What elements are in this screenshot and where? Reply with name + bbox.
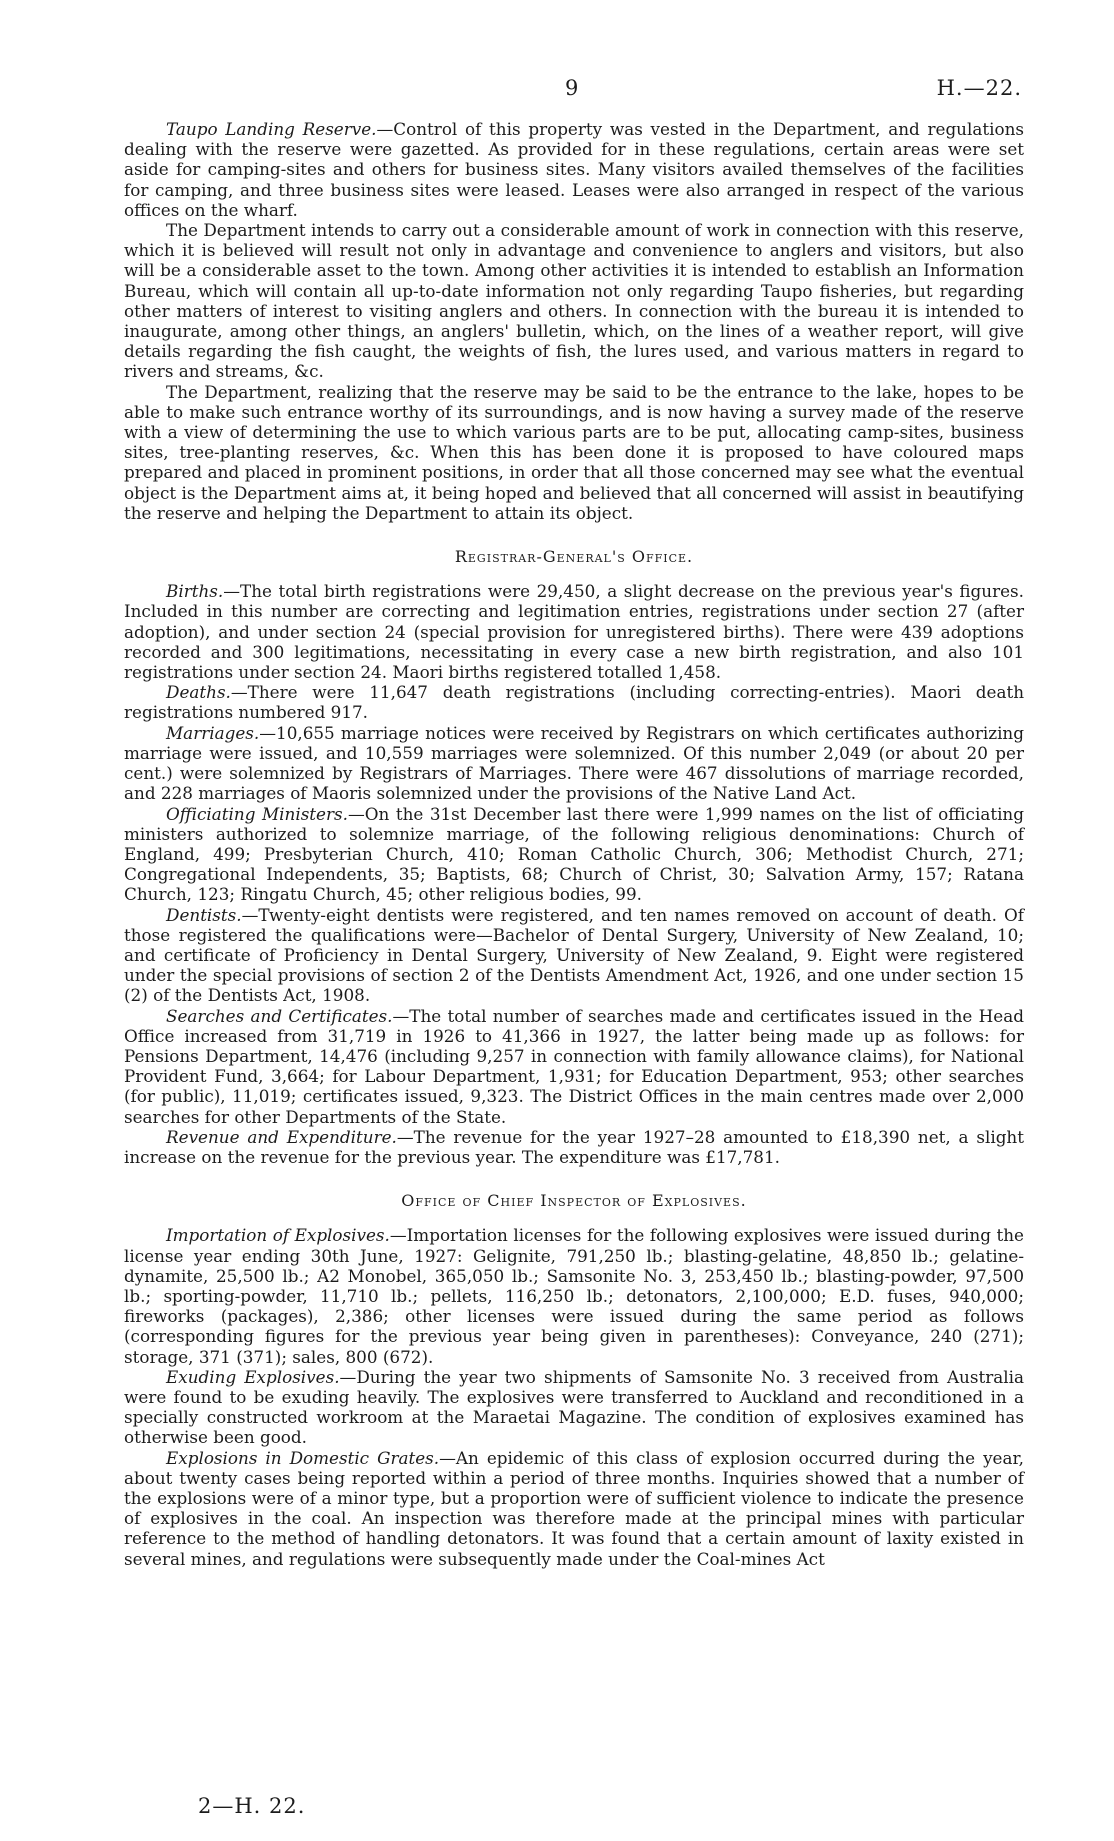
paragraph-lead: Taupo Landing Reserve. (166, 119, 377, 139)
paragraph-text: —Twenty-eight dentists were registered, and ten names removed on account of death. Of those registered the qualifications were—Bachelor of Dental Surgery, University of New Zealand, 10; and certificate of Proficiency in Dental Surgery, University of New Zealand, 9. Eight were registered under the special provisions of section 2 of the Dentists Amendment Act, 1926, and one under section 15 (2) of the Dentists Act, 1908. (124, 904, 1024, 1006)
paragraph-lead: Deaths. (166, 682, 231, 703)
paragraph-text: —On the 31st December last there were 1,999 names on the list of officiating ministers authorized to solemnize marriage, of the following religious denominations: Church of England, 499; Presbyterian Church, 410; Roman Catholic Church, 306; Methodist Church, 271; Congregational Independents, 35; Baptists, 68; Church of Christ, 30; Salvation Army, 157; Ratana Church, 123; Ringatu Church, 45; other religious bodies, 99. (124, 803, 1024, 905)
paragraph-text: —Control of this property was vested in the Department, and regulations dealing with the reserve were gazetted. As provided for in these regulations, certain areas were set aside for camping-sites and others for business sites. Many visitors availed themselves of the facilities for camping, and three business sites were leased. Leases were also arranged in respect of the various offices on the wharf. (124, 119, 1024, 220)
paragraph-text: —10,655 marriage notices were received by Registrars on which certificates authorizing marriage were issued, and 10,559 marriages were solemnized. Of this number 2,049 (or about 20 per cent.) were solemnized by Registrars of Marriages. There were 467 dissolutions of marriage recorded, and 228 marriages of Maoris solemnized under the provisions of the Native Land Act. (124, 722, 1024, 804)
paragraph (124, 220, 1024, 382)
paragraph (124, 1448, 1024, 1569)
paragraph-lead: Searches and Certificates. (166, 1005, 393, 1026)
paragraph-text: —The revenue for the year 1927–28 amounted to £18,390 net, a slight increase on the revenue for the previous year. The expenditure was £17,781. (124, 1126, 1024, 1167)
page-body (124, 119, 1024, 1569)
paragraph-text: —During the year two shipments of Samsonite No. 3 received from Australia were found to be exuding heavily. The explosives were transferred to Auckland and reconditioned in a specially constructed workroom at the Maraetai Magazine. The condition of explosives examined has otherwise been good. (124, 1366, 1024, 1448)
paragraph (124, 1006, 1024, 1127)
paragraph-text: —The total birth registrations were 29,450, a slight decrease on the previous year's figures. Included in this number are correcting and legitimation entries, registrations under section 27 (after adoption), and under section 24 (special provision for unregistered births). There were 439 adoptions recorded and 300 legitimations, necessitating in every case a new birth registration, and also 101 registrations under section 24. Maori births registered totalled 1,458. (124, 581, 1024, 683)
paragraph (124, 1367, 1024, 1448)
paragraph-lead: Exuding Explosives. (166, 1366, 340, 1387)
paragraph (124, 682, 1024, 722)
paragraph-lead: Importation of Explosives. (166, 1225, 390, 1246)
paragraph-lead: Births. (166, 581, 224, 602)
paragraph-text: The Department, realizing that the reserve may be said to be the entrance to the lake, hopes to be able to make such entrance worthy of its surroundings, and is now having a survey made of the reserve with a view of determining the use to which various parts are to be put, allocating camp-sites, business sites, tree-planting reserves, &c. When this has been done it is proposed to have coloured maps prepared and placed in prominent positions, in order that all those concerned may see what the eventual object is the Department aims at, it being hoped and believed that all concerned will assist in beautifying the reserve and helping the Department to attain its object. (124, 381, 1024, 523)
signature-mark: 2—H. 22. (198, 1794, 306, 1818)
paragraph (124, 119, 1024, 220)
paragraph-lead: Marriages. (166, 722, 260, 743)
page-header (0, 76, 1114, 106)
paragraph-lead: Dentists. (166, 904, 242, 925)
paragraph-lead: Revenue and Expenditure. (166, 1126, 397, 1147)
paragraph-text: —The total number of searches made and certificates issued in the Head Office increased from 31,719 in 1926 to 41,366 in 1927, the latter being made up as follows: for Pensions Department, 14,476 (including 9,257 in connection with family allowance claims), for National Provident Fund, 3,664; for Labour Department, 1,931; for Education Department, 953; other searches (for public), 11,019; certificates issued, 9,323. The District Offices in the main centres made over 2,000 searches for other Departments of the State. (124, 1005, 1024, 1127)
paragraph (124, 804, 1024, 905)
document-reference: H.—22. (936, 76, 1022, 100)
paragraph (124, 581, 1024, 682)
section-heading: Office of Chief Inspector of Explosives. (401, 1191, 747, 1211)
paragraph-lead: Explosions in Domestic Grates. (166, 1447, 440, 1468)
paragraph (124, 1127, 1024, 1167)
paragraph-text: The Department intends to carry out a considerable amount of work in connection with this reserve, which it is believed will result not only in advantage and convenience to anglers and visitors, but also will be a considerable asset to the town. Among other activities it is intended to establish an Information Bureau, which will contain all up-to-date information not only regarding Taupo fisheries, but regarding other matters of interest to visiting anglers and others. In connection with the bureau it is intended to inaugurate, among other things, an anglers' bulletin, which, on the lines of a weather report, will give details regarding the fish caught, the weights of fish, the lures used, and various matters in regard to rivers and streams, &c. (124, 220, 1024, 382)
paragraph-lead: Officiating Ministers. (166, 803, 348, 824)
page-number: 9 (565, 76, 579, 100)
paragraph (124, 1225, 1024, 1366)
paragraph-text: —Importation licenses for the following explosives were issued during the license year ending 30th June, 1927: Gelignite, 791,250 lb.; blasting-gelatine, 48,850 lb.; gelatine-dynamite, 25,500 lb.; A2 Monobel, 365,050 lb.; Samsonite No. 3, 253,450 lb.; blasting-powder, 97,500 lb.; sporting-powder, 11,710 lb.; pellets, 116,250 lb.; detonators, 2,100,000; E.D. fuses, 940,000; fireworks (packages), 2,386; other licenses were issued during the same period as follows (corresponding figures for the previous year being given in parentheses): Conveyance, 240 (271); storage, 371 (371); sales, 800 (672). (124, 1225, 1024, 1367)
section-heading: Registrar-General's Office. (454, 547, 694, 567)
paragraph (124, 723, 1024, 804)
paragraph-text: —There were 11,647 death registrations (including correcting-entries). Maori death registrations numbered 917. (124, 682, 1024, 723)
paragraph (124, 905, 1024, 1006)
paragraph-text: —An epidemic of this class of explosion occurred during the year, about twenty cases being reported within a period of three months. Inquiries showed that a number of the explosions were of a minor type, but a proportion were of sufficient violence to indicate the presence of explosives in the coal. An inspection was therefore made at the principal mines with particular reference to the method of handling detonators. It was found that a certain amount of laxity existed in several mines, and regulations were subsequently made under the Coal-mines Act (124, 1447, 1024, 1569)
paragraph (124, 382, 1024, 523)
